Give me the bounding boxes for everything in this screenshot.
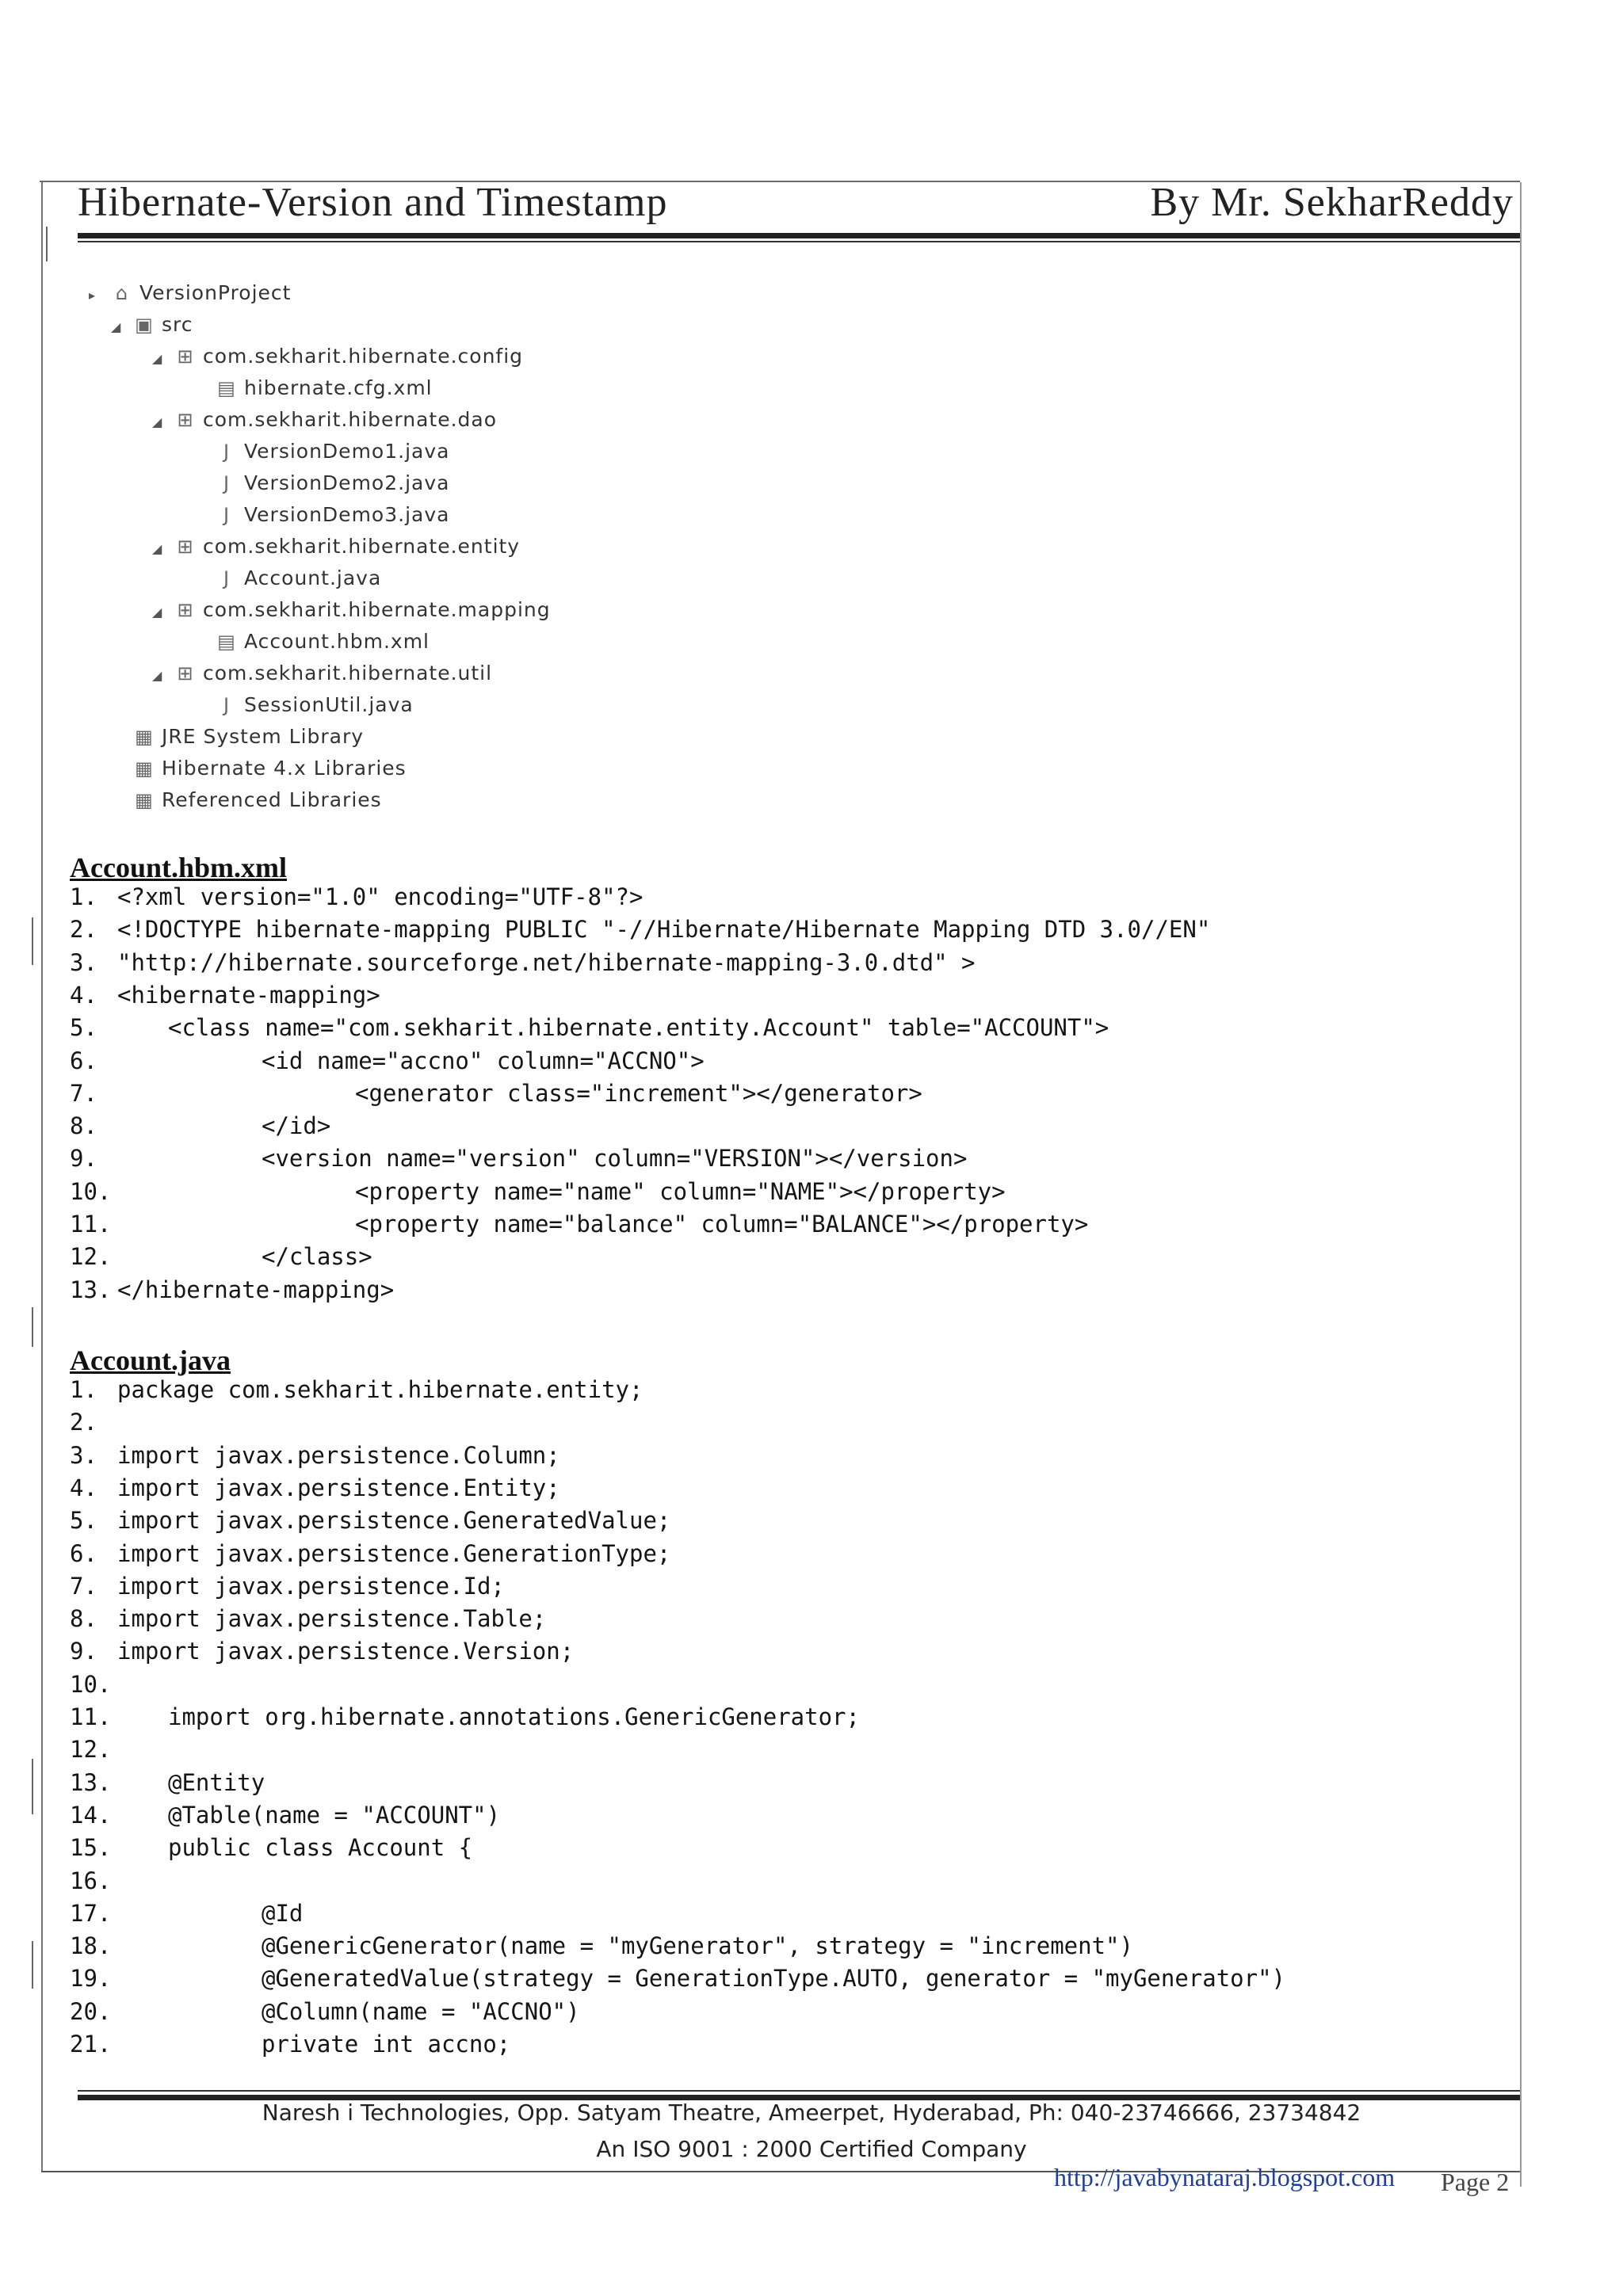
tree-item-label: Referenced Libraries: [162, 788, 382, 811]
line-number: 2.: [70, 1409, 97, 1436]
line-number: 3.: [70, 948, 97, 976]
line-number: 5.: [70, 1507, 97, 1535]
tree-item[interactable]: [111, 309, 193, 341]
page-number: Page 2: [1441, 2168, 1510, 2196]
line-number: 17.: [70, 1899, 112, 1927]
line-number: 8.: [70, 1112, 97, 1140]
author-name: By Mr. SekharReddy: [1150, 180, 1514, 225]
tree-item-label: Account.hbm.xml: [244, 630, 430, 653]
tree-item-label: src: [162, 313, 193, 336]
code-text: import javax.persistence.GenerationType;: [117, 1539, 671, 1567]
scan-mark: [32, 1941, 33, 1989]
project-icon: ⌂: [115, 282, 129, 304]
expand-arrow-icon[interactable]: ▸: [89, 288, 97, 303]
code-text: import org.hibernate.annotations.GenericGenerator;: [168, 1703, 860, 1730]
line-number: 16.: [70, 1867, 112, 1894]
xml-file-icon: ▤: [217, 631, 236, 653]
code-text: import javax.persistence.GeneratedValue;: [117, 1507, 671, 1535]
line-number: 11.: [70, 1703, 112, 1730]
code-text: <property name="name" column="NAME"></property>: [355, 1177, 1006, 1205]
header-rule-thin: [78, 241, 1520, 242]
scan-mark: [32, 917, 33, 965]
tree-item[interactable]: [193, 626, 430, 658]
tree-item[interactable]: [152, 594, 551, 626]
line-number: 12.: [70, 1736, 112, 1764]
page-frame-right: [1520, 182, 1522, 2187]
expand-arrow-icon[interactable]: ◢: [152, 351, 163, 366]
java-file-icon: J: [223, 441, 231, 463]
code-text: <id name="accno" column="ACCNO">: [262, 1047, 705, 1074]
line-number: 6.: [70, 1539, 97, 1567]
section-title-java: Account.java: [70, 1344, 231, 1376]
package-icon: ⊞: [177, 662, 194, 685]
package-icon: ⊞: [177, 599, 194, 621]
code-text: import javax.persistence.Version;: [117, 1638, 575, 1665]
scan-mark: [32, 1759, 33, 1814]
tree-item[interactable]: [193, 436, 449, 467]
code-text: <!DOCTYPE hibernate-mapping PUBLIC "-//Hibernate/Hibernate Mapping DTD 3.0//EN": [117, 916, 1211, 944]
tree-item-label: Account.java: [244, 566, 382, 589]
header-rule: [78, 233, 1520, 238]
tree-item-label: JRE System Library: [162, 725, 365, 748]
library-icon: ▦: [135, 757, 154, 780]
code-text: <version name="version" column="VERSION"></version>: [262, 1145, 968, 1173]
tree-item[interactable]: [152, 658, 492, 689]
tree-item[interactable]: [193, 689, 414, 721]
line-number: 7.: [70, 1572, 97, 1600]
page-title: Hibernate-Version and Timestamp: [78, 180, 668, 225]
code-text: <generator class="increment"></generator>: [355, 1079, 922, 1107]
tree-item-label: com.sekharit.hibernate.entity: [203, 535, 521, 558]
line-number: 18.: [70, 1932, 112, 1960]
code-text: @GeneratedValue(strategy = GenerationType.AUTO, generator = "myGenerator"): [262, 1965, 1286, 1993]
line-number: 19.: [70, 1965, 112, 1993]
java-file-icon: J: [223, 472, 231, 494]
code-text: <class name="com.sekharit.hibernate.entity.Account" table="ACCOUNT">: [168, 1014, 1109, 1042]
tree-item[interactable]: [193, 499, 449, 531]
line-number: 12.: [70, 1243, 112, 1271]
code-text: public class Account {: [168, 1834, 473, 1862]
line-number: 8.: [70, 1605, 97, 1633]
source-folder-icon: ▣: [135, 314, 154, 336]
tree-item-label: VersionProject: [139, 281, 292, 304]
code-text: </class>: [262, 1243, 372, 1271]
tree-item-label: Hibernate 4.x Libraries: [162, 757, 407, 780]
code-text: import javax.persistence.Id;: [117, 1572, 505, 1600]
line-number: 10.: [70, 1177, 112, 1205]
java-file-icon: J: [223, 504, 231, 526]
line-number: 20.: [70, 1997, 112, 2025]
line-number: 3.: [70, 1441, 97, 1469]
code-text: @Column(name = "ACCNO"): [262, 1997, 580, 2025]
tree-item-label: VersionDemo1.java: [244, 440, 450, 463]
line-number: 13.: [70, 1768, 112, 1796]
section-title-hbm: Account.hbm.xml: [70, 852, 288, 883]
line-number: 7.: [70, 1079, 97, 1107]
library-icon: ▦: [135, 726, 154, 748]
line-number: 14.: [70, 1801, 112, 1829]
package-icon: ⊞: [177, 536, 194, 558]
line-number: 21.: [70, 2031, 112, 2058]
line-number: 11.: [70, 1211, 112, 1238]
code-text: @GenericGenerator(name = "myGenerator", strategy = "increment"): [262, 1932, 1133, 1960]
code-text: "http://hibernate.sourceforge.net/hibernate-mapping-3.0.dtd" >: [117, 948, 976, 976]
tree-item-label: com.sekharit.hibernate.dao: [203, 408, 498, 431]
java-file-icon: J: [223, 567, 231, 589]
line-number: 10.: [70, 1670, 112, 1698]
code-text: private int accno;: [262, 2031, 511, 2058]
footer-rule-thin: [78, 2090, 1520, 2092]
tree-item[interactable]: [89, 277, 291, 309]
line-number: 5.: [70, 1014, 97, 1042]
code-text: @Entity: [168, 1768, 265, 1796]
line-number: 4.: [70, 981, 97, 1009]
line-number: 15.: [70, 1834, 112, 1862]
code-text: <hibernate-mapping>: [117, 981, 380, 1009]
code-text: <?xml version="1.0" encoding="UTF-8"?>: [117, 883, 643, 910]
line-number: 4.: [70, 1474, 97, 1501]
tree-item[interactable]: [193, 563, 381, 594]
tree-item-label: SessionUtil.java: [244, 693, 414, 716]
xml-file-icon: ▤: [217, 377, 236, 399]
expand-arrow-icon[interactable]: ◢: [152, 605, 163, 620]
expand-arrow-icon[interactable]: ◢: [152, 668, 163, 683]
library-icon: ▦: [135, 789, 154, 811]
tree-item[interactable]: [193, 372, 433, 404]
scan-mark: [32, 1307, 33, 1347]
tree-item-label: com.sekharit.hibernate.config: [203, 345, 524, 368]
tree-item[interactable]: [111, 784, 382, 816]
code-text: import javax.persistence.Table;: [117, 1605, 547, 1633]
code-text: @Table(name = "ACCOUNT"): [168, 1801, 501, 1829]
tree-item[interactable]: [193, 467, 449, 499]
code-text: </id>: [262, 1112, 331, 1140]
line-number: 9.: [70, 1145, 97, 1173]
tree-item[interactable]: [152, 341, 523, 372]
blog-url[interactable]: http://javabynataraj.blogspot.com: [1054, 2163, 1396, 2191]
tree-item-label: com.sekharit.hibernate.mapping: [203, 598, 551, 621]
expand-arrow-icon[interactable]: ◢: [152, 414, 163, 429]
page-frame-left: [41, 182, 43, 2171]
tree-item-label: hibernate.cfg.xml: [244, 376, 433, 399]
tree-item[interactable]: [152, 531, 520, 563]
expand-arrow-icon[interactable]: ◢: [111, 319, 122, 334]
expand-arrow-icon[interactable]: ◢: [152, 541, 163, 556]
code-text: </hibernate-mapping>: [117, 1276, 395, 1303]
tree-item-label: VersionDemo2.java: [244, 471, 450, 494]
scan-mark: [46, 227, 48, 261]
tree-item[interactable]: [152, 404, 497, 436]
code-text: <property name="balance" column="BALANCE"></property>: [355, 1211, 1089, 1238]
line-number: 13.: [70, 1276, 112, 1303]
tree-item-label: com.sekharit.hibernate.util: [203, 662, 493, 685]
code-text: @Id: [262, 1899, 304, 1927]
tree-item-label: VersionDemo3.java: [244, 503, 450, 526]
code-text: import javax.persistence.Column;: [117, 1441, 560, 1469]
line-number: 1.: [70, 883, 97, 910]
line-number: 2.: [70, 916, 97, 944]
java-file-icon: J: [223, 694, 231, 716]
line-number: 6.: [70, 1047, 97, 1074]
package-icon: ⊞: [177, 409, 194, 431]
code-text: package com.sekharit.hibernate.entity;: [117, 1376, 643, 1403]
tree-item[interactable]: [111, 721, 364, 753]
line-number: 9.: [70, 1638, 97, 1665]
line-number: 1.: [70, 1376, 97, 1403]
tree-item[interactable]: [111, 753, 407, 784]
footer-address: Naresh i Technologies, Opp. Satyam Theatre, Ameerpet, Hyderabad, Ph: 040-23746666, 23734842: [262, 2100, 1361, 2126]
footer-certification: An ISO 9001 : 2000 Certified Company: [596, 2136, 1027, 2162]
package-icon: ⊞: [177, 345, 194, 368]
code-text: import javax.persistence.Entity;: [117, 1474, 560, 1501]
